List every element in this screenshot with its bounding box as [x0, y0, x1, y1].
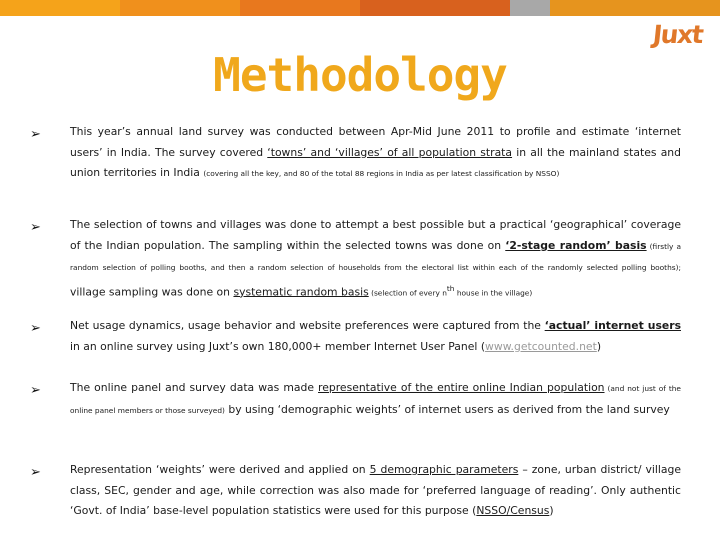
arrow-bullet-icon: ➢	[30, 321, 41, 336]
underlined-phrase: systematic random basis	[233, 285, 369, 299]
underlined-phrase: ‘towns’ and ‘villages’ of all population strata	[267, 145, 513, 159]
arrow-bullet-icon: ➢	[30, 127, 41, 142]
color-segment	[510, 0, 550, 16]
juxt-logo: Juxt	[651, 20, 704, 49]
color-segment	[240, 0, 360, 16]
note-text: (and not just of the online panel members or those surveyed)	[70, 384, 681, 415]
bullet-text: This year’s annual land survey was conducted between Apr-Mid June 2011 to profile and estimate ‘internet users’ in India. The survey covered ‘towns’ and ‘villages’ of all population strata in all the mainland states and union territories in India (covering all the key, and 80 of the total 88 regions in India as per latest classification by NSSO)	[70, 125, 682, 179]
note-text: (firstly a random selection of polling booths, and then a random selection of households from the electoral list within each of the randomly selected polling booths);	[70, 241, 681, 272]
color-segment	[550, 0, 720, 16]
arrow-bullet-icon: ➢	[30, 383, 41, 398]
note-text: (covering all the key, and 80 of the total 88 regions in India as per latest classification by NSSO)	[203, 169, 560, 178]
color-segment	[120, 0, 240, 16]
underlined-phrase: NSSO/Census	[476, 504, 550, 517]
page-title: Methodology	[213, 48, 507, 102]
arrow-bullet-icon: ➢	[30, 465, 41, 480]
bullet-text: The selection of towns and villages was done to attempt a best possible but a practical ‘geographical’ coverage of the Indian population. The sampling within the selected towns was done on ‘2-stage random’ basis (firstly a random selection of polling booths, and then a random selection of households from the electoral list within each of the randomly selected polling booths); village sampling was done on systematic random basis (selection of every $n^{th}$ house in the village)	[70, 218, 681, 299]
underlined-phrase: 5 demographic parameters	[369, 463, 519, 476]
top-color-bar	[0, 0, 720, 16]
underlined-phrase: representative of the entire online Indian population	[318, 381, 605, 394]
website-link[interactable]: www.getcounted.net	[485, 339, 597, 353]
bullet-text: The online panel and survey data was made representative of the entire online Indian population (and not just of the online panel members or those surveyed) by using ‘demographic weights’ of internet users as derived from the land survey	[70, 381, 681, 416]
color-segment	[360, 0, 510, 16]
underlined-phrase: ‘actual’ internet users	[544, 319, 681, 332]
bullet-text: Representation ‘weights’ were derived and applied on 5 demographic parameters – zone, urban district/ village class, SEC, gender and age, while correction was also made for ‘preferred language of reading’. Only authentic ‘Govt. of India’ base-level population statistics were used for this purpose (NSSO/Census)	[70, 463, 681, 517]
underlined-phrase: ‘2-stage random’ basis	[505, 238, 647, 252]
color-segment	[0, 0, 120, 16]
bullet-text: Net usage dynamics, usage behavior and website preferences were captured from the ‘actual’ internet users in an online survey using Juxt’s own 180,000+ member Internet User Panel (www.getcounted.net)	[70, 319, 681, 353]
arrow-bullet-icon: ➢	[30, 220, 41, 235]
